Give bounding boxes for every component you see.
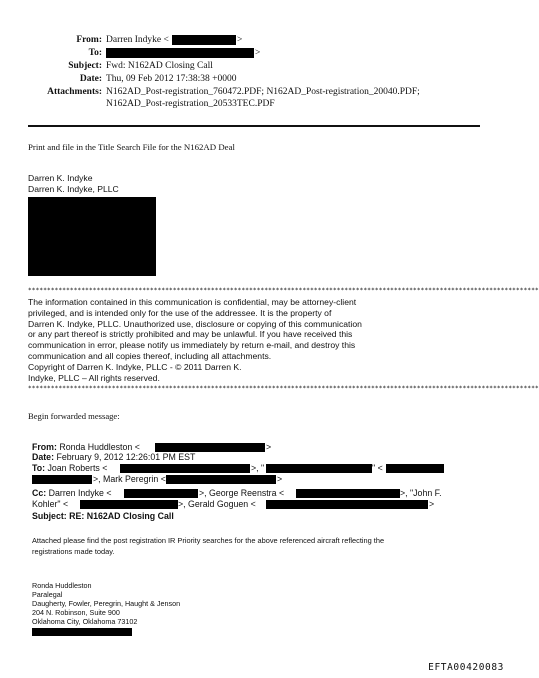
sender-name: Darren K. Indyke (28, 173, 93, 183)
stars-divider-top: ************************************************************************************************************************************** (28, 287, 539, 294)
disclaimer-line: Indyke, PLLC – All rights reserved. (28, 372, 160, 383)
fwd-cc-line2-close: > (429, 499, 435, 509)
fwd-to-end: " < (372, 463, 383, 473)
fwd-date-value: February 9, 2012 12:26:01 PM EST (56, 452, 196, 462)
date-label: Date: (79, 74, 102, 84)
fwd-to-mid: >, " (251, 463, 265, 473)
fwd-to-label: To: (32, 463, 46, 473)
sender-firm: Darren K. Indyke, PLLC (28, 184, 119, 194)
redaction-block (106, 48, 254, 58)
subject-label: Subject: (68, 61, 102, 71)
header-divider (28, 125, 480, 127)
fwd-date-label: Date: (32, 452, 54, 462)
disclaimer-line: Darren K. Indyke, PLLC. Unauthorized use, disclosure or copying of this communication (28, 318, 362, 329)
fwd-to-value: Joan Roberts < (47, 463, 108, 473)
fwd-cc-line2a: Kohler" < (32, 499, 69, 509)
disclaimer-line: The information contained in this communication is confidential, may be attorney-client (28, 297, 357, 307)
redaction-block (386, 464, 444, 473)
redaction-block (266, 464, 372, 473)
attachments-label: Attachments: (47, 87, 102, 97)
redaction-block (155, 443, 265, 452)
fwd-subject-value: RE: N162AD Closing Call (69, 511, 174, 521)
redaction-block (32, 475, 92, 484)
redaction-block (80, 500, 178, 509)
to-label: To: (88, 48, 102, 58)
file-note: Print and file in the Title Search File for the N162AD Deal (28, 142, 235, 152)
disclaimer-line: privileged, and is intended only for the use of the addressee. It is the property of (28, 307, 332, 318)
fwd-to-row (32, 463, 107, 473)
redaction-block (120, 464, 250, 473)
from-label: From: (76, 35, 102, 45)
signature-line: Paralegal (32, 590, 63, 599)
signature-line: Daugherty, Fowler, Peregrin, Haught & Jenson (32, 599, 181, 608)
fwd-cc-label: Cc: (32, 488, 47, 498)
fwd-to-line2-close: > (277, 474, 283, 484)
signature-line: Oklahoma City, Oklahoma 73102 (32, 617, 138, 626)
date-value: Thu, 09 Feb 2012 17:38:38 +0000 (106, 74, 237, 84)
fwd-subject-row (32, 511, 174, 521)
fwd-cc-value: Darren Indyke < (48, 488, 112, 498)
subject-value: Fwd: N162AD Closing Call (106, 61, 213, 71)
fwd-cc-mid: >, George Reenstra < (199, 488, 285, 498)
redaction-block (28, 197, 156, 276)
forwarded-intro: Begin forwarded message: (28, 411, 120, 421)
disclaimer-line: communication and all copies thereof, including all attachments. (28, 350, 272, 361)
fwd-subject-label: Subject: (32, 511, 67, 521)
signature-line: 204 N. Robinson, Suite 900 (32, 608, 120, 617)
redaction-block (172, 35, 236, 45)
from-value: Darren Indyke < (106, 35, 169, 45)
attachment-links-2[interactable]: N162AD_Post-registration_20533TEC.PDF (106, 99, 275, 109)
attached-line: Attached please find the post registration IR Priority searches for the above referenced aircraft reflecting the (32, 536, 385, 545)
redaction-block (266, 500, 428, 509)
disclaimer-line: communication in error, please notify us immediately by return e-mail, and destroy this (28, 340, 356, 351)
redaction-block (32, 628, 132, 636)
redaction-block (166, 475, 276, 484)
attached-message (32, 535, 384, 557)
fwd-from-label: From: (32, 442, 57, 452)
bates-number: EFTA00420083 (428, 662, 504, 673)
disclaimer-text (28, 297, 362, 383)
signature-bottom (32, 581, 180, 626)
fwd-cc-end: >, "John F. (400, 488, 442, 498)
from-close: > (237, 35, 243, 45)
redaction-block (296, 489, 400, 498)
stars-divider-bottom: ************************************************************************************************************************************** (28, 385, 539, 392)
fwd-cc-row (32, 488, 111, 498)
fwd-date-row (32, 452, 195, 462)
fwd-from-close: > (266, 442, 272, 452)
signature-line: Ronda Huddleston (32, 581, 92, 590)
to-close: > (255, 48, 261, 58)
attached-line: registrations made today. (32, 547, 115, 556)
fwd-from-value: Ronda Huddleston < (59, 442, 140, 452)
disclaimer-line: Copyright of Darren K. Indyke, PLLC - © 2011 Darren K. (28, 361, 242, 372)
fwd-cc-line2b: >, Gerald Goguen < (178, 499, 256, 509)
redaction-block (124, 489, 198, 498)
disclaimer-line: or any part thereof is strictly prohibited and may be unlawful. If you have received this (28, 329, 353, 340)
fwd-from-row (32, 442, 140, 452)
fwd-to-line2: >, Mark Peregrin < (93, 474, 166, 484)
attachment-links-1[interactable]: N162AD_Post-registration_760472.PDF; N162AD_Post-registration_20040.PDF; (106, 87, 420, 97)
